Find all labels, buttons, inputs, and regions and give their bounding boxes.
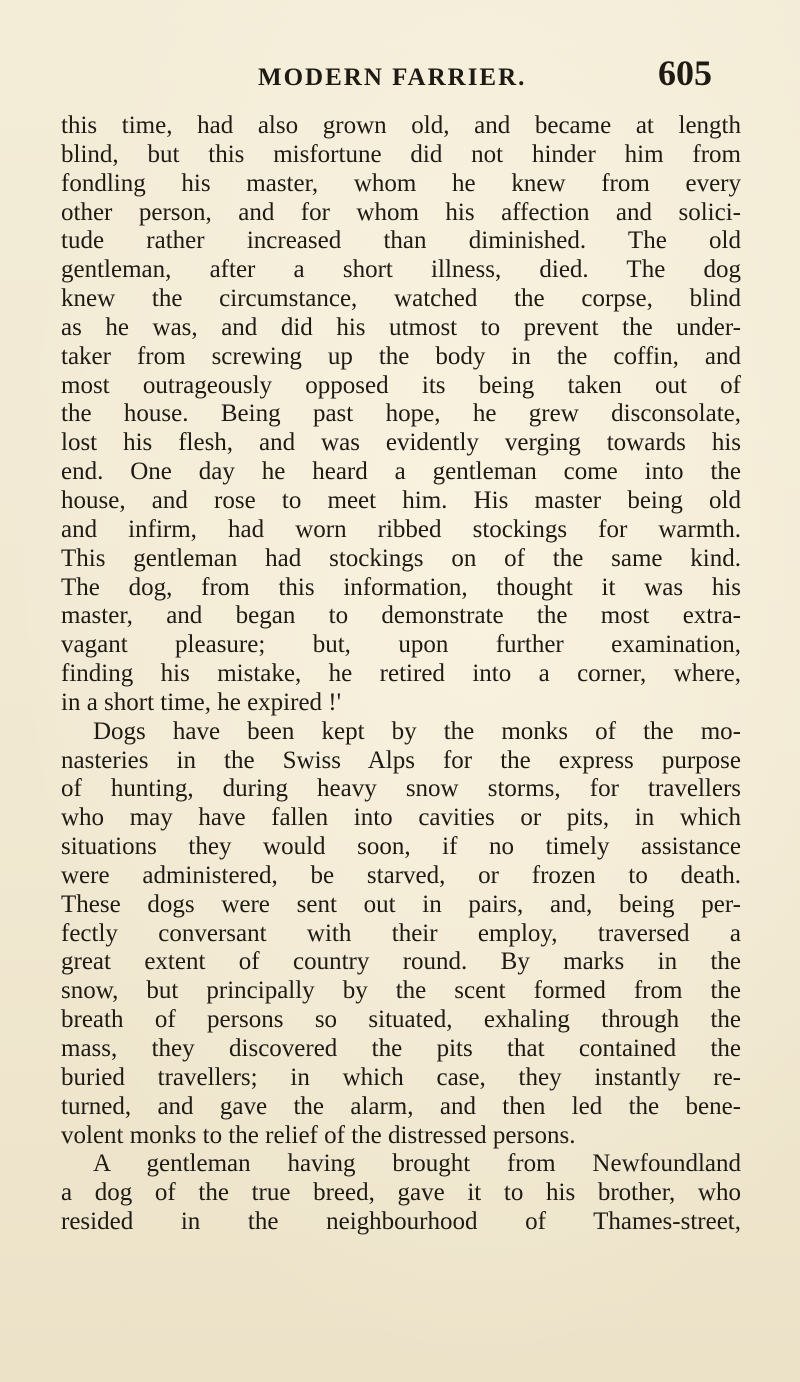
text-line: most outrageously opposed its being taken out of [61, 371, 741, 399]
text-line: master, and began to demonstrate the most extra- [61, 602, 741, 630]
text-line: gentleman, after a short illness, died. The dog [61, 256, 741, 284]
text-line: taker from screwing up the body in the coffin, and [61, 342, 741, 370]
text-line: breath of persons so situated, exhaling through the [61, 1006, 741, 1034]
text-line: lost his flesh, and was evidently verging towards his [61, 429, 741, 457]
paragraph-start-line: Dogs have been kept by the monks of the mo- [93, 717, 741, 745]
text-line: this time, had also grown old, and became at length [61, 112, 741, 139]
text-line: end. One day he heard a gentleman come into the [61, 458, 741, 486]
text-line: turned, and gave the alarm, and then led the bene- [61, 1092, 741, 1120]
text-line: resided in the neighbourhood of Thames-street, [61, 1208, 741, 1236]
text-line: the house. Being past hope, he grew disconsolate, [61, 400, 741, 428]
text-line: as he was, and did his utmost to prevent the under- [61, 313, 741, 341]
text-line: blind, but this misfortune did not hinder him from [61, 140, 741, 168]
text-line: situations they would soon, if no timely assistance [61, 833, 741, 861]
text-line: nasteries in the Swiss Alps for the express purpose [61, 746, 741, 774]
text-line: fectly conversant with their employ, traversed a [61, 919, 741, 947]
paragraph-end-line: in a short time, he expired !' [61, 688, 342, 716]
text-line: knew the circumstance, watched the corpse, blind [61, 285, 741, 313]
text-line: These dogs were sent out in pairs, and, being per- [61, 890, 741, 918]
text-line: a dog of the true breed, gave it to his brother, who [61, 1179, 741, 1207]
text-line: other person, and for whom his affection and solici- [61, 198, 741, 226]
text-line: of hunting, during heavy snow storms, for travellers [61, 775, 741, 803]
running-title: MODERN FARRIER. [258, 64, 527, 91]
text-line: great extent of country round. By marks in the [61, 948, 741, 976]
text-line: snow, but principally by the scent formed from the [61, 977, 741, 1005]
text-line: mass, they discovered the pits that contained the [61, 1035, 741, 1062]
text-line: This gentleman had stockings on of the same kind. [61, 544, 741, 572]
page-number: 605 [658, 53, 712, 93]
text-line: who may have fallen into cavities or pits, in which [61, 804, 741, 832]
page-header [0, 53, 800, 98]
text-line: The dog, from this information, thought it was his [61, 573, 741, 601]
text-line: house, and rose to meet him. His master being old [61, 486, 741, 514]
paragraph-start-line: A gentleman having brought from Newfoundland [93, 1150, 741, 1178]
text-line: buried travellers; in which case, they instantly re- [61, 1063, 741, 1091]
text-line: and infirm, had worn ribbed stockings for warmth. [61, 515, 741, 543]
text-line: vagant pleasure; but, upon further examination, [61, 631, 741, 659]
text-line: tude rather increased than diminished. The old [61, 227, 741, 255]
body-text [61, 112, 741, 1237]
paragraph-end-line: volent monks to the relief of the distressed persons. [61, 1121, 576, 1149]
text-line: fondling his master, whom he knew from every [61, 169, 741, 197]
text-line: finding his mistake, he retired into a corner, where, [61, 660, 741, 688]
text-line: were administered, be starved, or frozen to death. [61, 861, 741, 889]
